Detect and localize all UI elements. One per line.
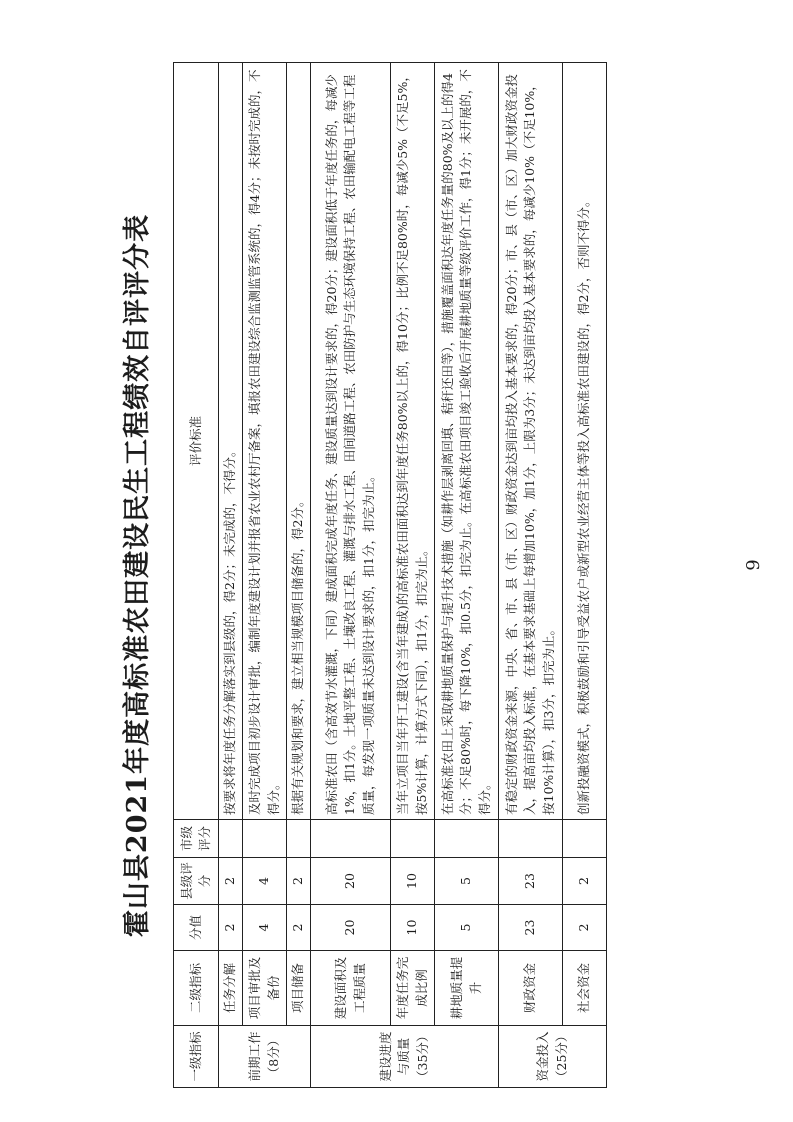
city-score-cell xyxy=(287,820,311,858)
table-row xyxy=(311,63,391,1088)
score-cell: 2 xyxy=(563,905,607,951)
score-cell: 2 xyxy=(287,905,311,951)
header-city: 市级评分 xyxy=(174,820,219,858)
level2-cell: 项目储备 xyxy=(287,951,311,1026)
criteria-cell: 创新投融资模式，积极鼓励和引导受益农户或新型农业经营主体等投入高标准农田建设的，得2分，否则不得分。 xyxy=(563,63,607,820)
header-level1: 一级指标 xyxy=(174,1026,219,1088)
criteria-cell: 按要求将年度任务分解落实到县级的，得2分；未完成的，不得分。 xyxy=(219,63,243,820)
county-score-cell: 10 xyxy=(391,858,435,905)
table-row xyxy=(499,63,563,1088)
header-row xyxy=(174,63,219,1088)
level2-cell: 建设面积及工程质量 xyxy=(311,951,391,1026)
criteria-cell: 当年立项目当年开工建设(含当年建成)的高标准农田面积达到年度任务80%以上的，得10分；比例不足80%时，每减少5%（不足5%，按5%计算，计算方式下同），扣1分，扣完为止。 xyxy=(391,63,435,820)
county-score-cell: 2 xyxy=(563,858,607,905)
header-score: 分值 xyxy=(174,905,219,951)
county-score-cell: 4 xyxy=(243,858,287,905)
evaluation-table xyxy=(173,62,607,1088)
document-title: 霍山县2021年度高标准农田建设民生工程绩效自评评分表 xyxy=(122,213,153,938)
score-cell: 5 xyxy=(435,905,499,951)
header-level2: 二级指标 xyxy=(174,951,219,1026)
group-cell-progress: 建设进度与质量（35分） xyxy=(311,1026,499,1088)
county-score-cell: 2 xyxy=(287,858,311,905)
table-row xyxy=(287,63,311,1088)
header-county: 县级评分 xyxy=(174,858,219,905)
rotated-page xyxy=(115,63,640,1088)
score-cell: 4 xyxy=(243,905,287,951)
page-number: 9 xyxy=(743,559,764,571)
group-cell-funding: 资金投入（25分） xyxy=(499,1026,607,1088)
criteria-cell: 及时完成项目初步设计审批，编制年度建设计划并报省农业农村厅备案，填报农田建设综合监测监管系统的，得4分；未按时完成的，不得分。 xyxy=(243,63,287,820)
county-score-cell: 5 xyxy=(435,858,499,905)
score-cell: 23 xyxy=(499,905,563,951)
score-cell: 2 xyxy=(219,905,243,951)
level2-cell: 耕地质量提升 xyxy=(435,951,499,1026)
criteria-cell: 有稳定的财政资金来源，中央、省、市、县（市、区）财政资金达到亩均投入基本要求的，得20分；市、县（市、区）加大财政资金投入，提高亩均投入标准，在基本要求基础上每增加10%，加1分，上限为3分；未达到亩均投入基本要求的，每减少10%（不足10%，按10%计算），扣3分，扣完为止。 xyxy=(499,63,563,820)
level2-cell: 项目审批及备份 xyxy=(243,951,287,1026)
level2-cell: 财政资金 xyxy=(499,951,563,1026)
score-cell: 20 xyxy=(311,905,391,951)
criteria-cell: 高标准农田（含高效节水灌溉，下同）建成面积完成年度任务、建设质量达到设计要求的，得20分；建设面积低于年度任务的，每减少1%，扣1分。土地平整工程、土壤改良工程、灌溉与排水工程、田间道路工程、农田防护与生态环境保持工程、农田输配电工程等工程质量，每发现一项质量未达到设计要求的，扣1分，扣完为止。 xyxy=(311,63,391,820)
city-score-cell xyxy=(219,820,243,858)
table-row xyxy=(219,63,243,1088)
group-cell-prework: 前期工作（8分） xyxy=(219,1026,311,1088)
header-criteria: 评价标准 xyxy=(174,63,219,820)
criteria-cell: 在高标准农田上采取耕地质量保护与提升技术措施（如耕作层剥离回填、秸秆还田等），措施覆盖面积达年度任务量的80%及以上的得4分；不足80%时，每下降10%，扣0.5分，扣完为止。在高标准农田项目竣工验收后开展耕地质量等级评价工作，得1分；未开展的，不得分。 xyxy=(435,63,499,820)
city-score-cell xyxy=(435,820,499,858)
table-row xyxy=(243,63,287,1088)
county-score-cell: 20 xyxy=(311,858,391,905)
table-row xyxy=(435,63,499,1088)
county-score-cell: 2 xyxy=(219,858,243,905)
table-row xyxy=(391,63,435,1088)
level2-cell: 社会资金 xyxy=(563,951,607,1026)
county-score-cell: 23 xyxy=(499,858,563,905)
city-score-cell xyxy=(499,820,563,858)
level2-cell: 年度任务完成比例 xyxy=(391,951,435,1026)
score-cell: 10 xyxy=(391,905,435,951)
city-score-cell xyxy=(311,820,391,858)
criteria-cell: 根据有关规划和要求，建立相当规模项目储备的，得2分。 xyxy=(287,63,311,820)
level2-cell: 任务分解 xyxy=(219,951,243,1026)
city-score-cell xyxy=(563,820,607,858)
city-score-cell xyxy=(391,820,435,858)
city-score-cell xyxy=(243,820,287,858)
table-row xyxy=(563,63,607,1088)
